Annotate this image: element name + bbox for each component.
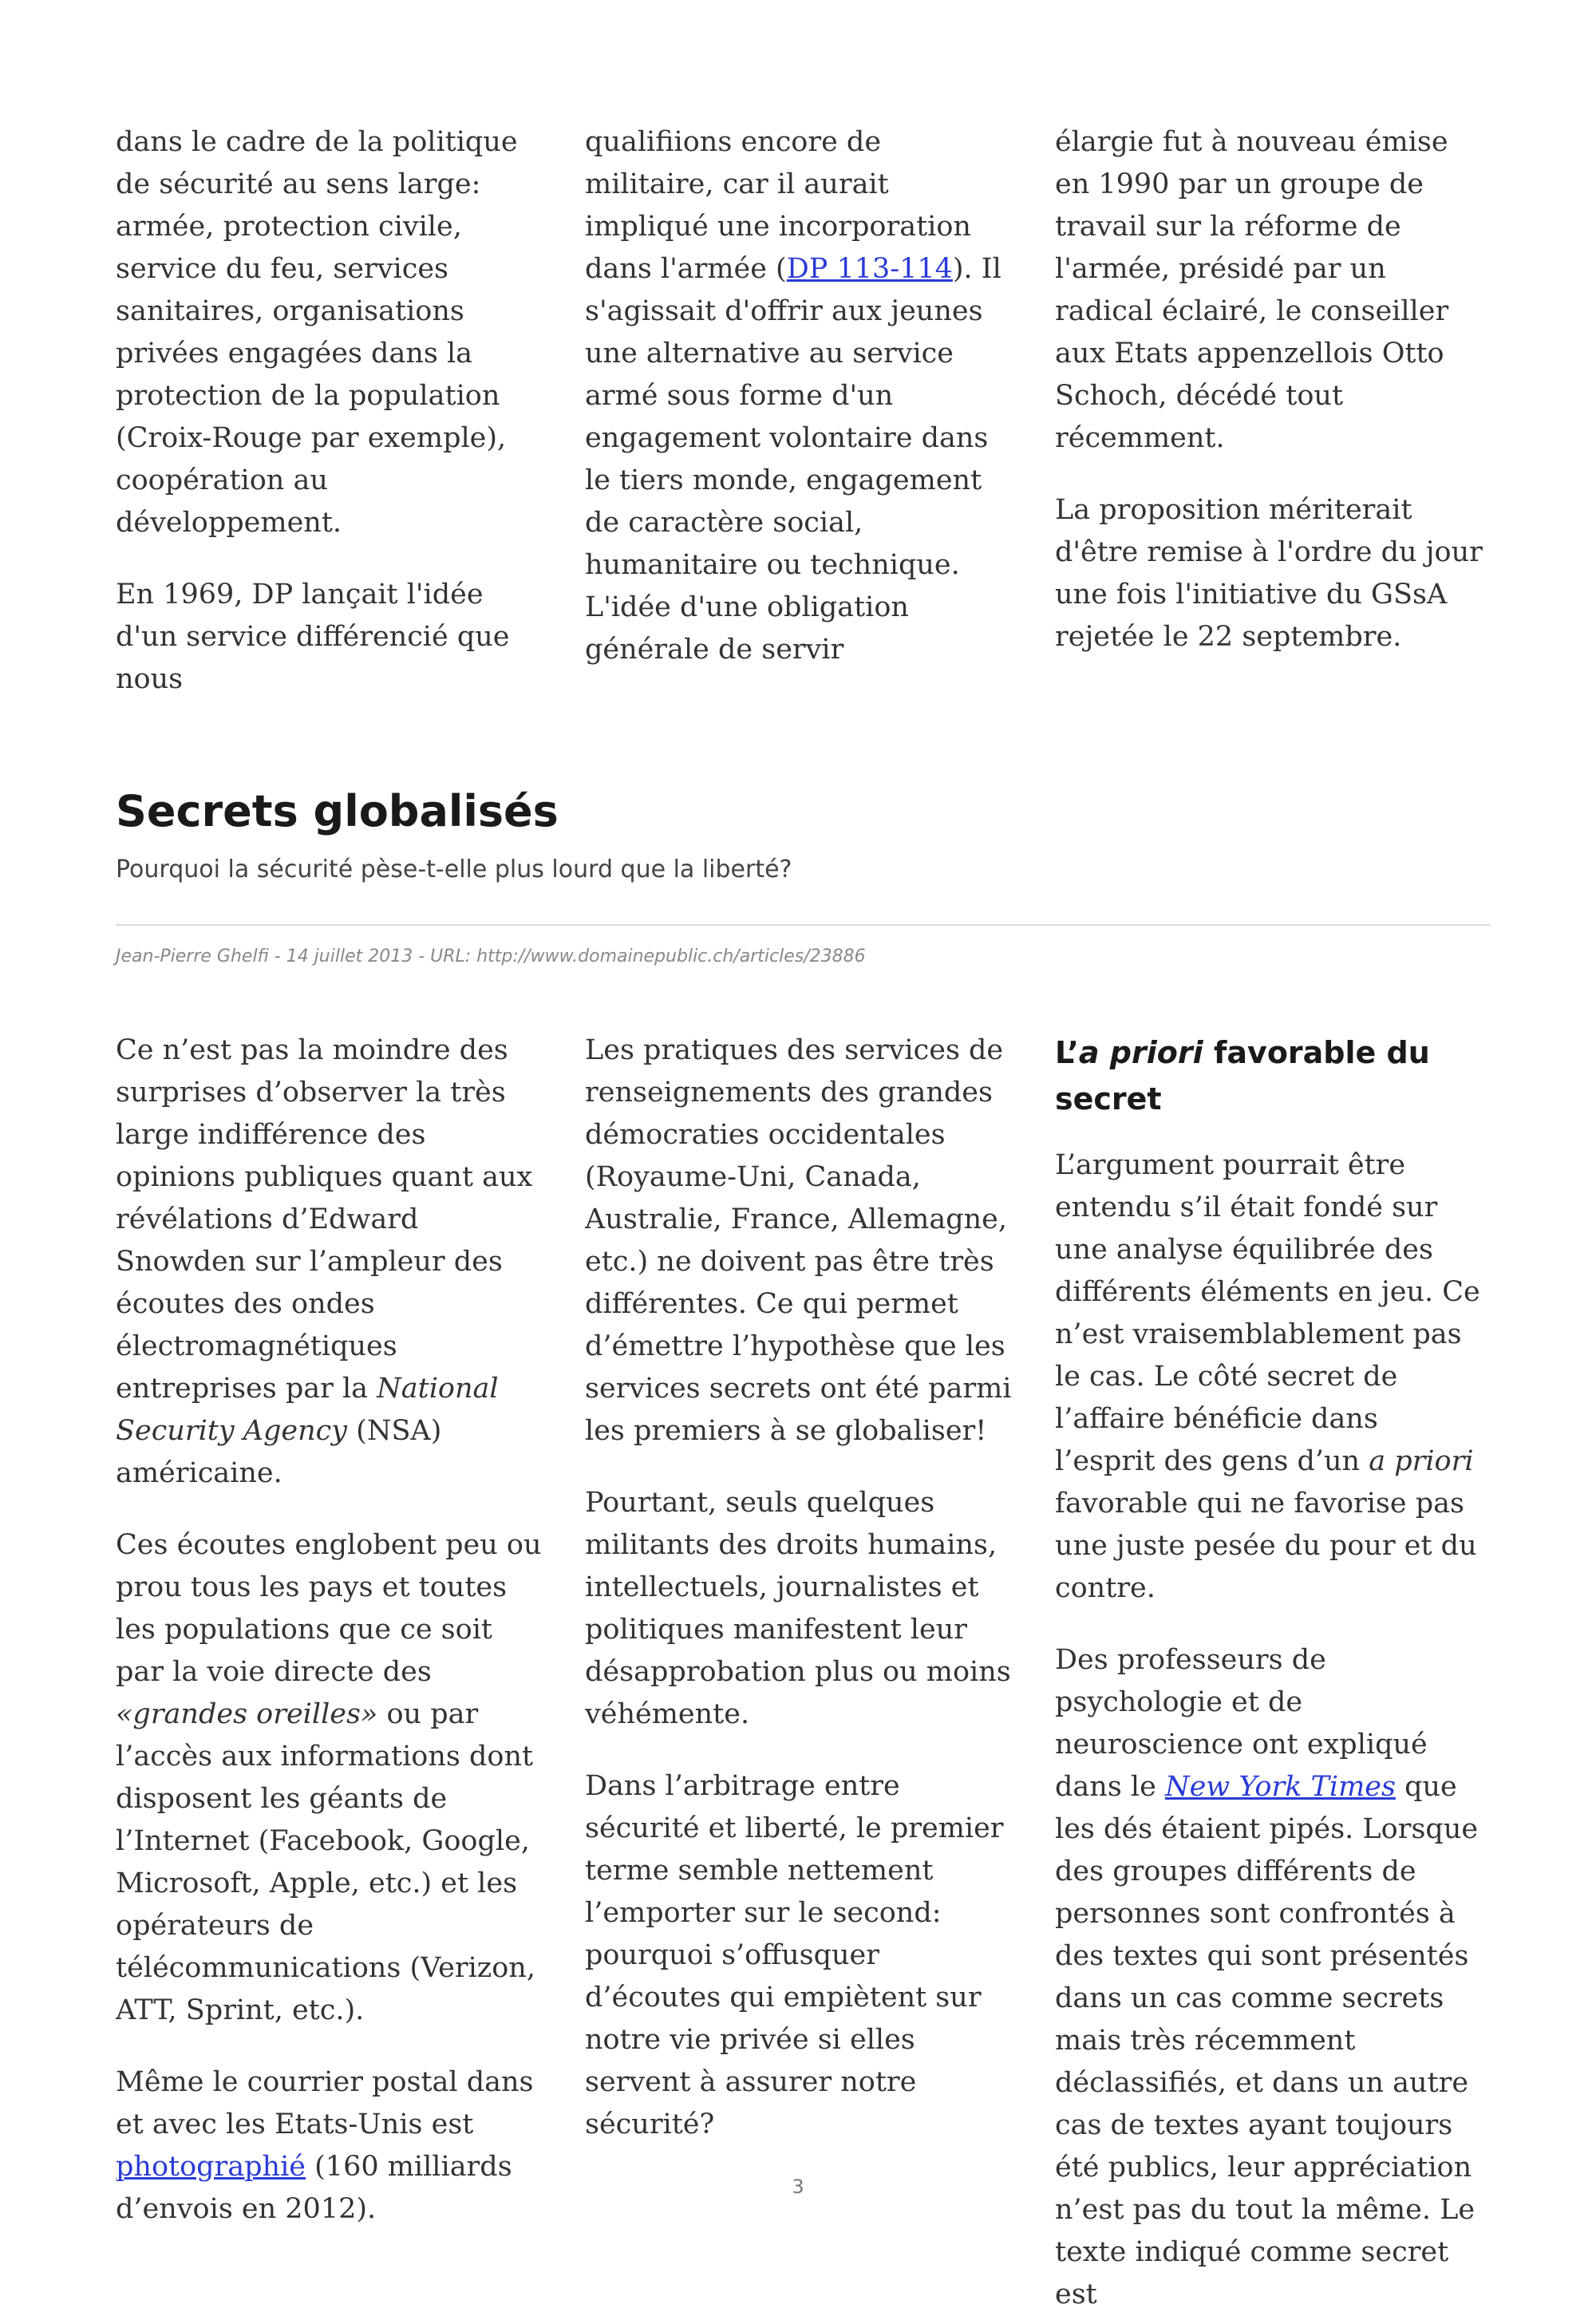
paragraph: élargie fut à nouveau émise en 1990 par un groupe de travail sur la réforme de l'armée, présidé par un radical éclairé, le conseiller aux Etats appenzellois Otto Schoch, décédé tout récemment. xyxy=(1055,126,1449,454)
paragraph: En 1969, DP lançait l'idée d'un service différencié que nous xyxy=(116,579,510,695)
text-run: Des professeurs de psychologie et de neuroscience ont expliqué dans le xyxy=(1055,1644,1428,1803)
paragraph: Les pratiques des services de renseignements des grandes démocraties occidentales (Royaume-Uni, Canada, Australie, France, Allemagne, etc.) ne doivent pas être très différentes. Ce qui permet d’émettre l’hypothèse que les services secrets ont été parmi les premiers à se globaliser! xyxy=(585,1034,1012,1447)
article-column-1 xyxy=(116,1030,547,2231)
article-column-2 xyxy=(585,1030,1016,2146)
section-heading xyxy=(1055,1030,1486,1122)
text-run-italic: a priori xyxy=(1078,1035,1203,1070)
article-title: Secrets globalisés xyxy=(116,786,559,836)
paragraph: Pourtant, seuls quelques militants des droits humains, intellectuels, journalistes et politiques manifestent leur désapprobation plus ou moins véhémente. xyxy=(585,1487,1011,1730)
paragraph xyxy=(1055,1639,1486,2316)
text-run: Ces écoutes englobent peu ou prou tous les pays et toutes les populations que ce soit par la voie directe des xyxy=(116,1529,542,1688)
article-column-3 xyxy=(1055,1030,1486,2316)
top-column-1 xyxy=(116,121,547,701)
text-run: ). Il s'agissait d'offrir aux jeunes une alternative au service armé sous forme d'un engagement volontaire dans le tiers monde, engagement de caractère social, humanitaire ou technique. L'idée d'une obligation générale de servir xyxy=(585,253,1001,666)
text-run: ou par l’accès aux informations dont disposent les géants de l’Internet (Facebook, Google, Microsoft, Apple, etc.) et les opérateurs de télécommunications (Verizon, ATT, Sprint, etc.). xyxy=(116,1698,535,2026)
photographie-link[interactable]: photographié xyxy=(116,2151,306,2183)
text-run-italic: New York Times xyxy=(1164,1771,1396,1803)
new-york-times-link[interactable] xyxy=(1165,1771,1396,1803)
text-run: que les dés étaient pipés. Lorsque des groupes différents de personnes sont confrontés à des textes qui sont présentés dans un cas comme secrets mais très récemment déclassifiés, et dans un autre cas de textes ayant toujours été publics, leur appréciation n’est pas du tout la même. Le texte indiqué comme secret est xyxy=(1055,1771,1479,2310)
paragraph: La proposition mériterait d'être remise à l'ordre du jour une fois l'initiative du GSsA rejetée le 22 septembre. xyxy=(1055,494,1483,653)
text-run: Même le courrier postal dans et avec les Etats-Unis est xyxy=(116,2066,534,2140)
text-run: L’argument pourrait être entendu s’il était fondé sur une analyse équilibrée des différents éléments en jeu. Ce n’est vraisemblablement pas le cas. Le côté secret de l’affaire bénéficie dans l’esprit des gens d’un xyxy=(1055,1149,1480,1477)
header-divider xyxy=(116,924,1491,926)
paragraph xyxy=(116,2061,547,2231)
text-run: favorable du secret xyxy=(1055,1035,1430,1117)
page-number: 3 xyxy=(792,2176,804,2198)
text-run-italic: National Security Agency xyxy=(116,1373,499,1447)
top-column-2 xyxy=(585,121,1016,671)
article-meta: Jean-Pierre Ghelfi - 14 juillet 2013 - URL: http://www.domainepublic.ch/articles/23886 xyxy=(116,947,866,966)
text-run: L’ xyxy=(1055,1035,1079,1070)
paragraph: dans le cadre de la politique de sécurité au sens large: armée, protection civile, service du feu, services sanitaires, organisations privées engagées dans la protection de la population (Croix-Rouge par exemple), coopération au développement. xyxy=(116,126,518,539)
text-run: (160 milliards d’envois en 2012). xyxy=(116,2151,512,2225)
top-column-3 xyxy=(1055,121,1486,658)
text-run-italic: a priori xyxy=(1369,1445,1474,1477)
text-run: (NSA) américaine. xyxy=(116,1415,442,1489)
text-run: qualifiions encore de militaire, car il aurait impliqué une incorporation dans l'armée ( xyxy=(585,126,971,285)
article-subtitle: Pourquoi la sécurité pèse-t-elle plus lourd que la liberté? xyxy=(116,856,792,883)
paragraph xyxy=(585,121,1016,671)
text-run: favorable qui ne favorise pas une juste pesée du pour et du contre. xyxy=(1055,1488,1477,1604)
text-run-italic: «grandes oreilles» xyxy=(116,1698,378,1730)
text-run: Ce n’est pas la moindre des surprises d’observer la très large indifférence des opinions publiques quant aux révélations d’Edward Snowden sur l’ampleur des écoutes des ondes électromagnétiques entreprises par la xyxy=(116,1034,533,1405)
paragraph xyxy=(116,1030,547,1495)
paragraph: Dans l’arbitrage entre sécurité et liberté, le premier terme semble nettement l’emporter sur le second: pourquoi s’offusquer d’écoutes qui empiètent sur notre vie privée si elles servent à assurer notre sécurité? xyxy=(585,1770,1004,2140)
paragraph xyxy=(1055,1144,1486,1610)
dp-reference-link[interactable]: DP 113-114 xyxy=(786,253,953,285)
paragraph xyxy=(116,1524,547,2032)
